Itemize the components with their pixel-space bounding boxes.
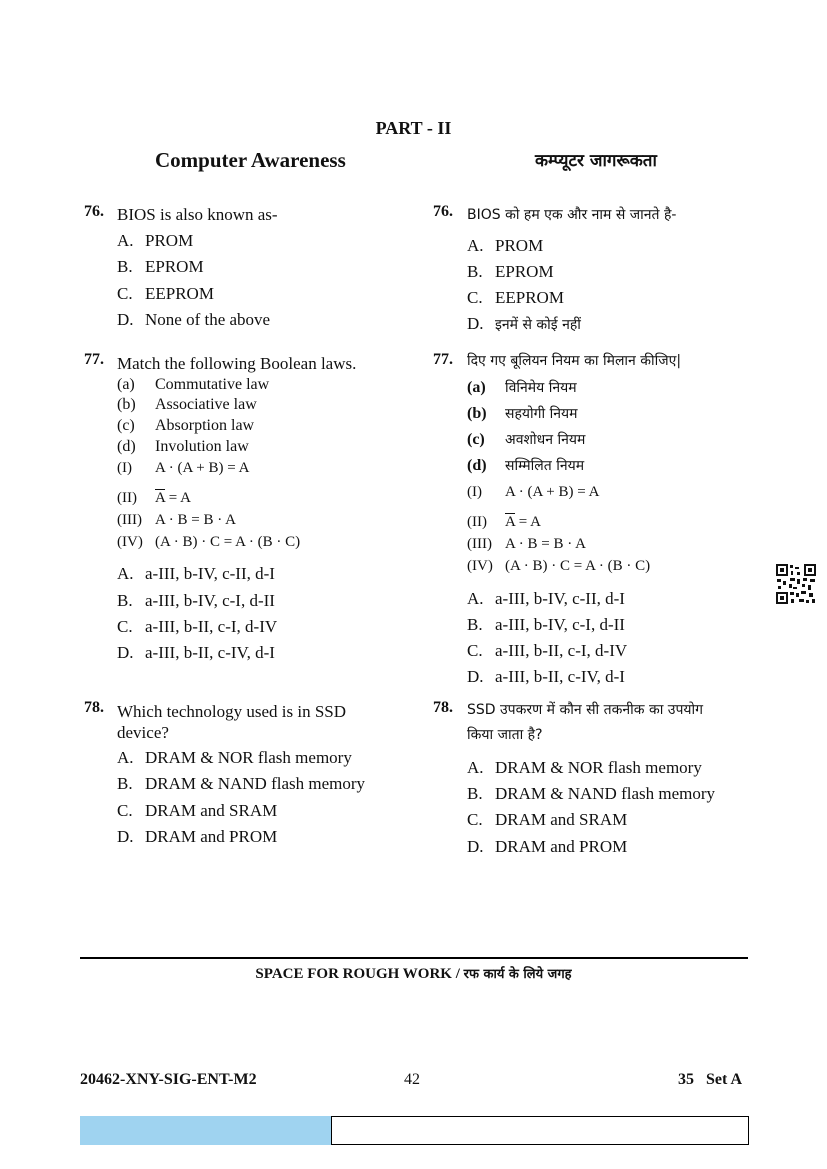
formula: (II) $\overline{A} = A$ (467, 514, 541, 530)
section-title-hindi: कम्प्यूटर जागरूकता (535, 151, 657, 171)
match-item: (a) विनिमेय नियम (467, 379, 577, 396)
option: C. DRAM and SRAM (117, 801, 278, 820)
match-item: (c) अवशोधन नियम (467, 431, 586, 448)
question-78-text-en-line2: device? (117, 723, 169, 742)
option: B. DRAM & NAND flash memory (467, 784, 716, 803)
option: A. a-III, b-IV, c-II, d-I (467, 589, 625, 608)
formula: (III) A · B = B · A (467, 536, 586, 552)
paper-code: 20462-XNY-SIG-ENT-M2 (80, 1071, 257, 1088)
match-item: (b) सहयोगी नियम (467, 405, 578, 422)
page-number: 42 (404, 1071, 420, 1088)
option: A. a-III, b-IV, c-II, d-I (117, 564, 275, 583)
question-number: 77. (84, 351, 104, 368)
question-number: 78. (84, 699, 104, 716)
option: D. a-III, b-II, c-IV, d-I (467, 667, 625, 686)
option: B. EPROM (467, 262, 554, 281)
option: D. a-III, b-II, c-IV, d-I (117, 643, 275, 662)
option: A. DRAM & NOR flash memory (117, 748, 352, 767)
footer-color-bar (80, 1116, 331, 1145)
formula: (II) $\overline{A} = A$ (117, 490, 191, 506)
option: C. DRAM and SRAM (467, 810, 628, 829)
question-78-text-hi-line2: किया जाता है? (467, 727, 543, 743)
set-label: Set A (706, 1071, 742, 1088)
question-76-text-en: BIOS is also known as- (117, 205, 278, 224)
option: C. EEPROM (117, 284, 214, 303)
option: C. EEPROM (467, 288, 564, 307)
match-item: (d) सम्मिलित नियम (467, 457, 585, 474)
formula: (IV) (A · B) · C = A · (B · C) (467, 558, 651, 574)
formula: (I) A · (A + B) = A (117, 460, 250, 476)
question-77-text-hi: दिए गए बूलियन नियम का मिलान कीजिए| (467, 353, 682, 369)
match-item: (a) Commutative law (117, 376, 270, 393)
set-number: 35 (678, 1071, 694, 1088)
option: B. EPROM (117, 257, 204, 276)
option: B. a-III, b-IV, c-I, d-II (467, 615, 625, 634)
option: C. a-III, b-II, c-I, d-IV (467, 641, 628, 660)
question-number: 76. (84, 203, 104, 220)
question-number: 78. (433, 699, 453, 716)
option: D. DRAM and PROM (117, 827, 278, 846)
divider (80, 957, 748, 959)
question-78-text-en: Which technology used is in SSD (117, 702, 347, 721)
option: B. a-III, b-IV, c-I, d-II (117, 591, 275, 610)
option: A. PROM (467, 236, 544, 255)
formula: (I) A · (A + B) = A (467, 484, 600, 500)
match-item: (c) Absorption law (117, 417, 255, 434)
match-item: (d) Involution law (117, 438, 249, 455)
part-heading: PART - II (375, 118, 452, 138)
rough-work-label: SPACE FOR ROUGH WORK / रफ कार्य के लिये जगह (255, 966, 572, 982)
qr-code-icon (775, 563, 817, 605)
question-77-text-en: Match the following Boolean laws. (117, 354, 357, 373)
option: A. DRAM & NOR flash memory (467, 758, 702, 777)
question-number: 77. (433, 351, 453, 368)
question-number: 76. (433, 203, 453, 220)
footer-box (331, 1116, 749, 1145)
option: D. DRAM and PROM (467, 837, 628, 856)
question-78-text-hi: SSD उपकरण में कौन सी तकनीक का उपयोग (467, 702, 704, 718)
option: C. a-III, b-II, c-I, d-IV (117, 617, 278, 636)
option: D. इनमें से कोई नहीं (467, 314, 581, 333)
option: A. PROM (117, 231, 194, 250)
match-item: (b) Associative law (117, 396, 257, 413)
formula: (IV) (A · B) · C = A · (B · C) (117, 534, 301, 550)
formula: (III) A · B = B · A (117, 512, 236, 528)
section-title-english: Computer Awareness (155, 148, 346, 172)
option: D. None of the above (117, 310, 271, 329)
question-76-text-hi: BIOS को हम एक और नाम से जानते है- (467, 207, 677, 223)
option: B. DRAM & NAND flash memory (117, 774, 366, 793)
